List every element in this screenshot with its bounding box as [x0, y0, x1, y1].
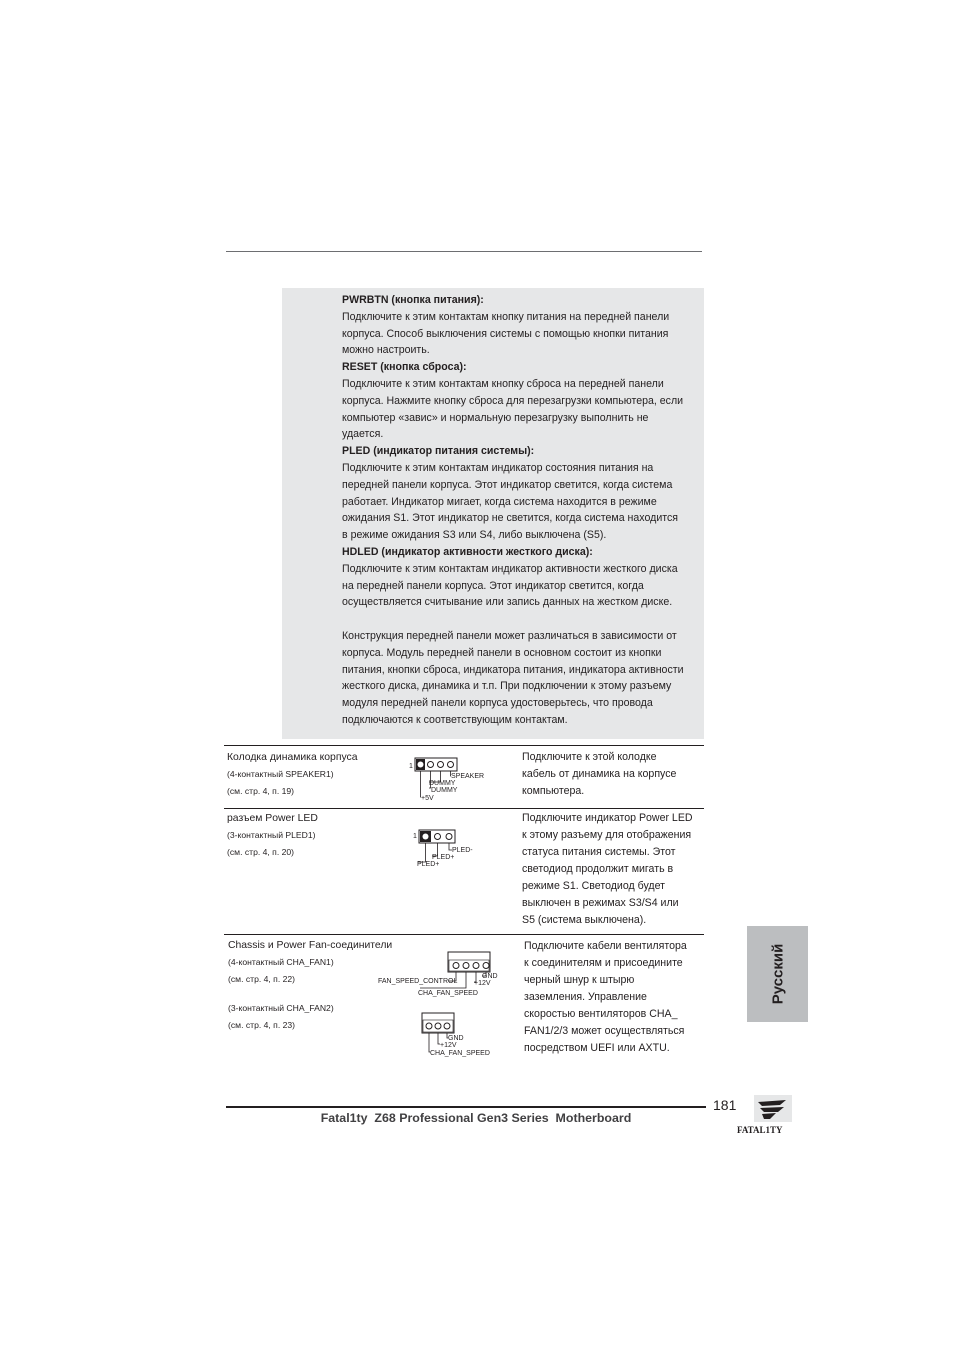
- panel-line: Подключите к этим контактам кнопку сброса на передней панели: [342, 377, 664, 390]
- fan1-pin-label-12v: +12V: [474, 980, 491, 987]
- speaker-title: Колодка динамика корпуса: [227, 752, 358, 763]
- panel-line: удается.: [342, 428, 384, 441]
- panel-heading: PWRBTN (кнопка питания):: [342, 294, 484, 306]
- page-number: 181: [713, 1097, 737, 1113]
- panel-heading: RESET (кнопка сброса):: [342, 361, 467, 374]
- pled-pin-label-minus: PLED-: [452, 847, 473, 854]
- fan-sub1: (4-контактный CHA_FAN1): [228, 957, 334, 967]
- front-panel-description: [342, 292, 706, 729]
- fan-description: Подключите кабели вентилятора к соединителям и присоедините черный шнур к штырю заземления. Управление скоростью вентиляторов CHA_ FAN1/2/3 может осуществляться посредством UEFI или AXTU.: [524, 940, 687, 1054]
- panel-line: можно настроить.: [342, 344, 430, 357]
- speaker-sub2: (см. стр. 4, п. 19): [227, 786, 295, 796]
- speaker-pin1-label: 1: [409, 763, 413, 770]
- panel-line: в режиме ожидания S3 или S4, либо выключена (S5).: [342, 529, 607, 542]
- fan2-pin-label-speed: CHA_FAN_SPEED: [430, 1050, 490, 1057]
- panel-line: подключаются к соответствующим контактам.: [342, 713, 568, 726]
- panel-heading: HDLED (индикатор активности жесткого диска):: [342, 545, 593, 558]
- fan2-pin-label-12v: +12V: [440, 1042, 457, 1049]
- panel-line: осуществляется считывание или запись данных на жестком диске.: [342, 596, 673, 609]
- table-rule-3: [224, 934, 704, 935]
- panel-line: жесткого диска, динамика и т.п. При подключении к этому разъему: [342, 680, 672, 693]
- language-side-tab: [747, 926, 808, 1022]
- fan-sub3: (3-контактный CHA_FAN2): [228, 1003, 334, 1013]
- panel-heading: PLED (индикатор питания системы):: [342, 445, 535, 458]
- panel-line: работает. Индикатор мигает, когда система находится в режиме: [342, 495, 657, 508]
- pled-pin-label-plus2: PLED+: [417, 861, 440, 868]
- panel-line: питания, кнопки сброса, индикатора питания, индикатора активности: [342, 663, 684, 676]
- pled-pin-label-plus1: PLED+: [432, 854, 455, 861]
- panel-line: передней панели корпуса. Этот индикатор светится, когда система: [342, 478, 673, 491]
- table-rule-1: [224, 745, 704, 746]
- speaker-header-label: [227, 749, 358, 800]
- table-rule-2: [224, 808, 704, 809]
- pled-title: разъем Power LED: [227, 813, 318, 824]
- fan-title: Chassis и Power Fan-соединители: [228, 940, 393, 951]
- speaker-sub1: (4-контактный SPEAKER1): [227, 769, 334, 779]
- speaker-pin-label-speaker: SPEAKER: [451, 773, 485, 780]
- panel-line: Подключите к этим контактам кнопку питания на передней панели: [342, 310, 670, 323]
- pled-sub2: (см. стр. 4, п. 20): [227, 847, 295, 857]
- footer-title: Fatal1ty Z68 Professional Gen3 Series Motherboard: [320, 1111, 632, 1125]
- logo-text: FATAL1TY: [737, 1125, 783, 1135]
- speaker-pin-label-dummy1: DUMMY: [429, 780, 456, 787]
- panel-line: корпуса. Нажмите кнопку сброса для перезагрузки компьютера, если: [342, 394, 684, 407]
- panel-line: Конструкция передней панели может различаться в зависимости от: [342, 629, 677, 642]
- language-label: Русский: [769, 943, 786, 1005]
- panel-line: на передней панели корпуса. Этот индикатор светится, когда: [342, 579, 644, 592]
- panel-line: компьютер «завис» и нормальную перезагрузку выполнить не: [342, 411, 649, 424]
- fan-header-label: [228, 937, 392, 1034]
- pled-pin-diagram: [410, 826, 480, 870]
- pled-sub1: (3-контактный PLED1): [227, 830, 316, 840]
- pled-header-label: [227, 810, 318, 861]
- pled-description: Подключите индикатор Power LED к этому разъему для отображения статуса питания системы. Этот светодиод продолжит мигать в режиме S1. Светодиод будет выключен в режимах S3/S4 или S5 (система выключена).: [522, 812, 693, 926]
- top-rule: [226, 251, 702, 252]
- fan1-pin-label-speed: CHA_FAN_SPEED: [418, 990, 478, 997]
- panel-line: корпуса. Способ выключения системы с помощью кнопки питания: [342, 327, 669, 340]
- fan-sub2: (см. стр. 4, п. 22): [228, 974, 296, 984]
- fan2-pin-label-gnd: GND: [448, 1035, 464, 1042]
- speaker-pin-label-5v: +5V: [421, 795, 434, 802]
- pled-pin1-label: 1: [413, 833, 417, 840]
- panel-line: Подключите к этим контактам индикатор активности жесткого диска: [342, 562, 678, 575]
- fatal1ty-logo-icon: [736, 1094, 794, 1136]
- panel-gap: [342, 611, 706, 628]
- fan-sub4: (см. стр. 4, п. 23): [228, 1020, 296, 1030]
- cha-fan2-pin-diagram: [418, 1010, 498, 1062]
- fan1-pin-label-control: FAN_SPEED_CONTROL: [378, 978, 458, 985]
- speaker-pin-diagram: [405, 752, 495, 806]
- fan1-pin-label-gnd: GND: [482, 973, 498, 980]
- speaker-pin-label-dummy2: DUMMY: [431, 787, 458, 794]
- panel-line: модуля передней панели корпуса удостоверьтесь, что провода: [342, 697, 653, 710]
- panel-line: Подключите к этим контактам индикатор состояния питания на: [342, 461, 654, 474]
- cha-fan1-pin-diagram: [376, 950, 506, 1000]
- panel-line: корпуса. Модуль передней панели в основном состоит из кнопки: [342, 646, 662, 659]
- footer-rule: [226, 1106, 706, 1108]
- panel-line: ожидания S1. Этот индикатор не светится, когда система находится: [342, 512, 678, 525]
- speaker-description: Подключите к этой колодке кабель от динамика на корпусе компьютера.: [522, 751, 677, 797]
